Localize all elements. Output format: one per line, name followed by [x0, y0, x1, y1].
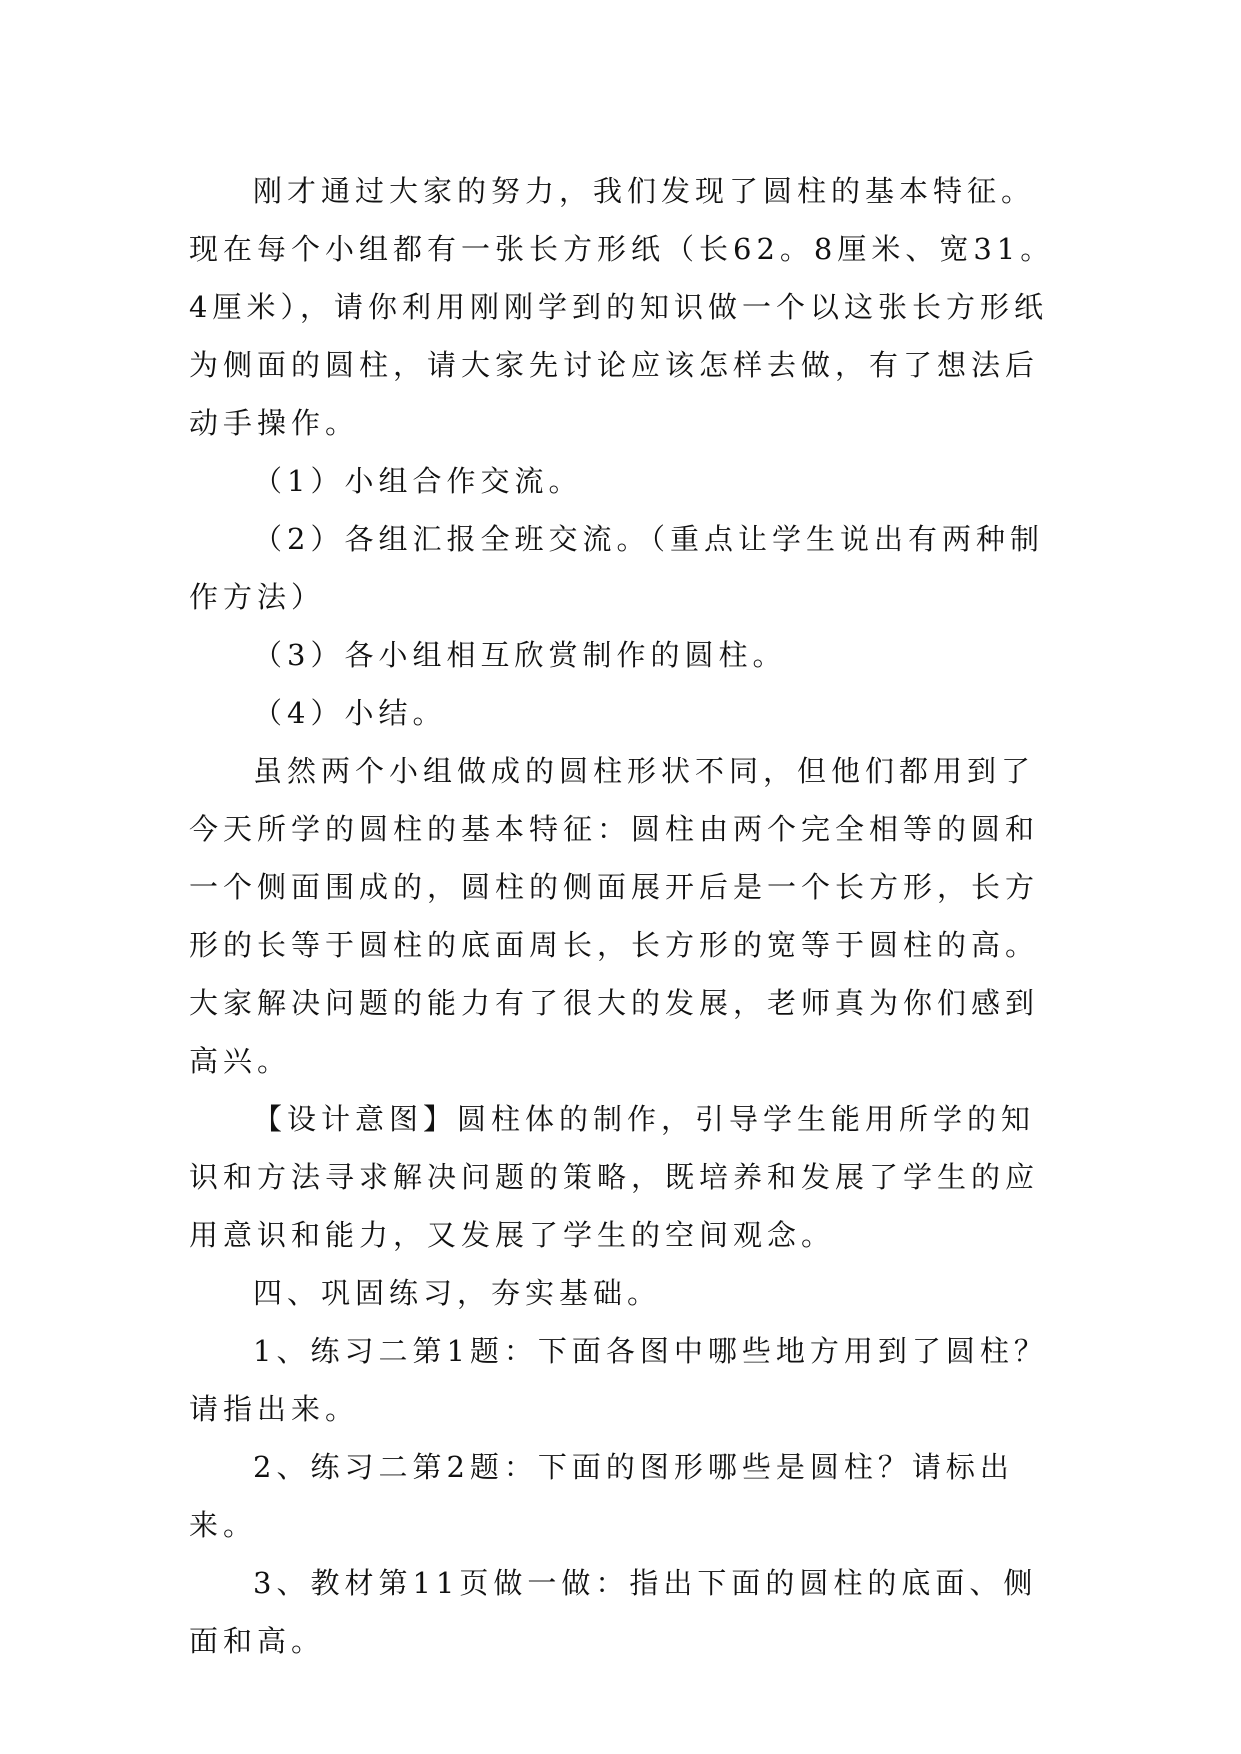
paragraph-step-2: （2）各组汇报全班交流。（重点让学生说出有两种制作方法）: [189, 522, 1044, 614]
section-heading-practice: 四、巩固练习，夯实基础。: [253, 1276, 662, 1310]
paragraph-step-1: （1）小组合作交流。: [253, 464, 583, 498]
exercise-item-1: 1、练习二第1题：下面各图中哪些地方用到了圆柱？请指出来。: [189, 1334, 1048, 1426]
paragraph-step-3: （3）各小组相互欣赏制作的圆柱。: [253, 638, 787, 672]
exercise-item-2: 2、练习二第2题：下面的图形哪些是圆柱？请标出来。: [189, 1450, 1014, 1542]
exercise-item-3: 3、教材第11页做一做：指出下面的圆柱的底面、侧面和高。: [189, 1566, 1038, 1658]
paragraph-step-4: （4）小结。: [253, 696, 447, 730]
paragraph-design-intent: 【设计意图】圆柱体的制作，引导学生能用所学的知识和方法寻求解决问题的策略，既培养和发展了学生的应用意识和能力，又发展了学生的空间观念。: [189, 1102, 1040, 1252]
paragraph-summary: 虽然两个小组做成的圆柱形状不同，但他们都用到了今天所学的圆柱的基本特征：圆柱由两个完全相等的圆和一个侧面围成的，圆柱的侧面展开后是一个长方形，长方形的长等于圆柱的底面周长，长方形的宽等于圆柱的高。大家解决问题的能力有了很大的发展，老师真为你们感到高兴。: [189, 754, 1040, 1078]
paragraph-intro: 刚才通过大家的努力，我们发现了圆柱的基本特征。现在每个小组都有一张长方形纸（长62。8厘米、宽31。4厘米），请你利用刚刚学到的知识做一个以这张长方形纸为侧面的圆柱，请大家先讨论应该怎样去做，有了想法后动手操作。: [189, 174, 1055, 440]
document-body: [189, 162, 1055, 1670]
